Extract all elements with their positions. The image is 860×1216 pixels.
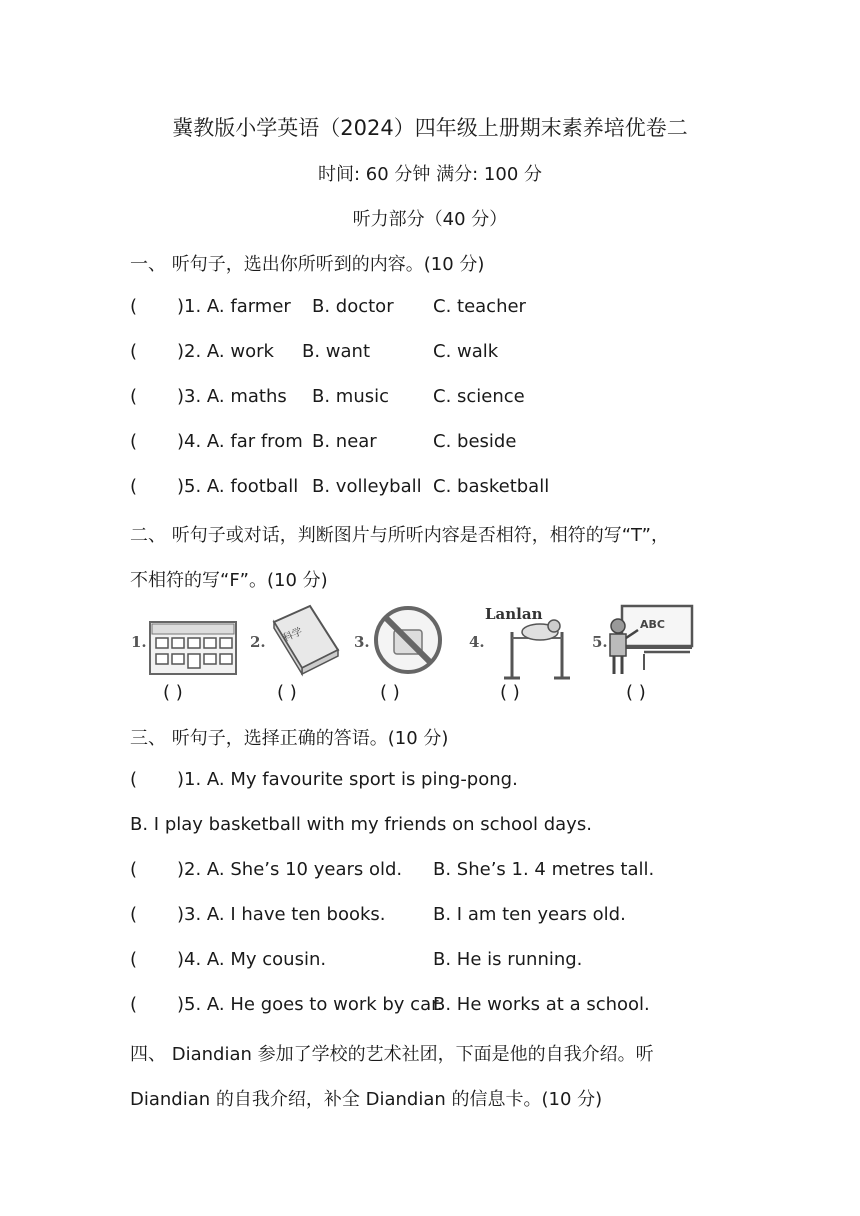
answer-bracket[interactable]: ( — [130, 386, 138, 407]
answer-bracket[interactable]: ( — [130, 431, 138, 452]
section1-heading: 一、 听句子，选出你所听到的内容。(10 分) — [130, 254, 485, 275]
picture-name-label: Lanlan — [485, 605, 543, 623]
option-a: )2. A. work — [177, 341, 274, 362]
answer-bracket[interactable]: ( — [130, 296, 138, 317]
option-b: B. He works at a school. — [433, 994, 650, 1015]
answer-bracket[interactable]: ( — [130, 994, 138, 1015]
answer-bracket[interactable]: ( ) — [380, 682, 400, 703]
section4-heading-line1: 四、 Diandian 参加了学校的艺术社团，下面是他的自我介绍。听 — [130, 1044, 654, 1065]
answer-bracket[interactable]: ( ) — [277, 682, 297, 703]
picture-number: 4. — [469, 633, 485, 651]
option-b: B. I am ten years old. — [433, 904, 626, 925]
option-a: )3. A. maths — [177, 386, 287, 407]
picture-number: 2. — [250, 633, 266, 651]
section2-heading-line1: 二、 听句子或对话，判断图片与所听内容是否相符，相符的写“T”， — [130, 525, 669, 546]
listening-part-heading: 听力部分（40 分） — [352, 209, 508, 230]
option-a: )4. A. My cousin. — [177, 949, 327, 970]
option-a: )5. A. football — [177, 476, 299, 497]
option-b: B. near — [312, 431, 377, 452]
section2-heading-line2: 不相符的写“F”。(10 分) — [130, 570, 328, 591]
option-b: B. volleyball — [312, 476, 422, 497]
option-a: )3. A. I have ten books. — [177, 904, 386, 925]
answer-bracket[interactable]: ( ) — [626, 682, 646, 703]
option-c: C. teacher — [433, 296, 526, 317]
blackboard-text: ABC — [640, 618, 665, 631]
option-a: )4. A. far from — [177, 431, 303, 452]
option-b: B. doctor — [312, 296, 394, 317]
option-a: )1. A. My favourite sport is ping-pong. — [177, 769, 518, 790]
picture-number: 3. — [354, 633, 370, 651]
option-c: C. walk — [433, 341, 499, 362]
answer-bracket[interactable]: ( — [130, 949, 138, 970]
option-a: )5. A. He goes to work by car. — [177, 994, 443, 1015]
no-sign-picture — [370, 600, 450, 680]
picture-number: 5. — [592, 633, 608, 651]
book-title-label: 科学 — [281, 626, 305, 645]
answer-bracket[interactable]: ( ) — [500, 682, 520, 703]
answer-bracket[interactable]: ( — [130, 476, 138, 497]
option-a: )1. A. farmer — [177, 296, 291, 317]
option-b: B. She’s 1. 4 metres tall. — [433, 859, 655, 880]
answer-bracket[interactable]: ( — [130, 341, 138, 362]
section3-heading: 三、 听句子，选择正确的答语。(10 分) — [130, 728, 449, 749]
answer-bracket[interactable]: ( — [130, 904, 138, 925]
option-c: C. beside — [433, 431, 517, 452]
answer-bracket[interactable]: ( — [130, 859, 138, 880]
option-b: B. I play basketball with my friends on school days. — [130, 814, 592, 835]
school-building-picture — [146, 600, 242, 678]
high-jump-picture — [500, 612, 580, 684]
page-title: 冀教版小学英语（2024）四年级上册期末素养培优卷二 — [172, 116, 688, 140]
option-c: C. science — [433, 386, 525, 407]
picture-number: 1. — [131, 633, 147, 651]
answer-bracket[interactable]: ( — [130, 769, 138, 790]
option-a: )2. A. She’s 10 years old. — [177, 859, 403, 880]
teacher-blackboard-picture — [604, 604, 696, 676]
option-c: C. basketball — [433, 476, 550, 497]
exam-time-info: 时间: 60 分钟 满分: 100 分 — [318, 164, 542, 185]
section4-heading-line2: Diandian 的自我介绍，补全 Diandian 的信息卡。(10 分) — [130, 1089, 603, 1110]
answer-bracket[interactable]: ( ) — [163, 682, 183, 703]
option-b: B. music — [312, 386, 390, 407]
option-b: B. He is running. — [433, 949, 583, 970]
science-book-picture — [264, 600, 344, 680]
option-b: B. want — [302, 341, 371, 362]
